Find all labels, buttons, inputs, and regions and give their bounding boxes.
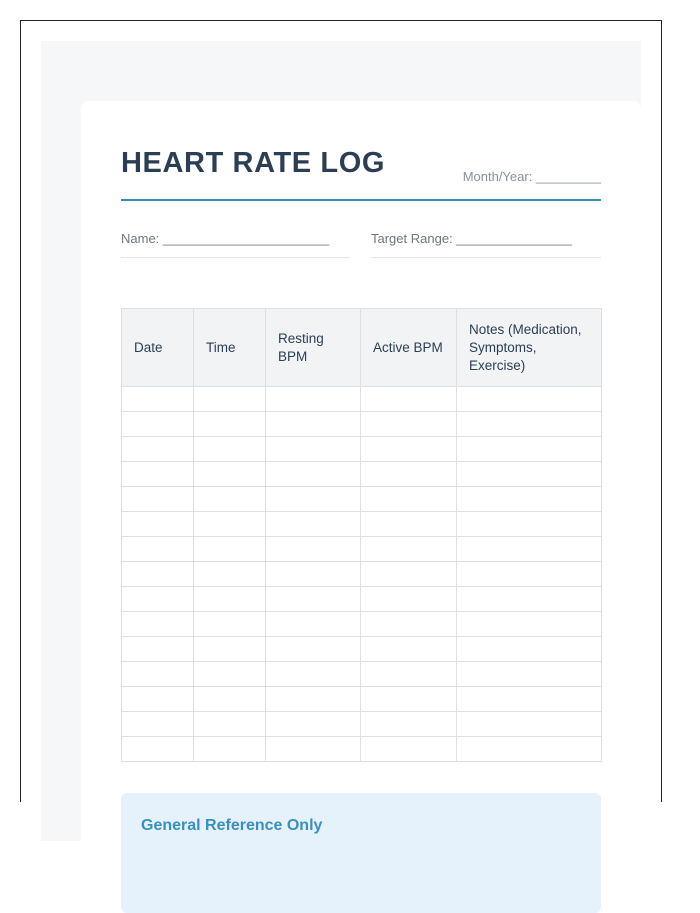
cell-active-bpm[interactable] (361, 612, 457, 637)
cell-time[interactable] (194, 612, 266, 637)
cell-active-bpm[interactable] (361, 387, 457, 412)
cell-active-bpm[interactable] (361, 562, 457, 587)
cell-active-bpm[interactable] (361, 737, 457, 762)
cell-date[interactable] (122, 412, 194, 437)
cell-notes[interactable] (457, 637, 602, 662)
cell-date[interactable] (122, 687, 194, 712)
cell-date[interactable] (122, 512, 194, 537)
cell-notes[interactable] (457, 387, 602, 412)
cell-date[interactable] (122, 487, 194, 512)
cell-notes[interactable] (457, 687, 602, 712)
cell-resting-bpm[interactable] (266, 737, 361, 762)
cell-date[interactable] (122, 612, 194, 637)
cell-date[interactable] (122, 562, 194, 587)
cell-date[interactable] (122, 462, 194, 487)
cell-active-bpm[interactable] (361, 437, 457, 462)
table-row (122, 587, 602, 612)
cell-time[interactable] (194, 537, 266, 562)
heart-rate-table (121, 308, 602, 762)
column-header-resting-bpm: Resting BPM (266, 309, 361, 387)
cell-time[interactable] (194, 637, 266, 662)
cell-notes[interactable] (457, 412, 602, 437)
cell-time[interactable] (194, 587, 266, 612)
column-header-time: Time (194, 309, 266, 387)
cell-resting-bpm[interactable] (266, 412, 361, 437)
month-year-field[interactable]: Month/Year: _________ (462, 169, 601, 184)
cell-date[interactable] (122, 437, 194, 462)
cell-active-bpm[interactable] (361, 462, 457, 487)
cell-resting-bpm[interactable] (266, 662, 361, 687)
cell-time[interactable] (194, 512, 266, 537)
cell-date[interactable] (122, 587, 194, 612)
reference-title: General Reference Only (141, 817, 323, 834)
cell-active-bpm[interactable] (361, 537, 457, 562)
cell-date[interactable] (122, 712, 194, 737)
table-row (122, 562, 602, 587)
cell-time[interactable] (194, 462, 266, 487)
table-row (122, 412, 602, 437)
cell-resting-bpm[interactable] (266, 712, 361, 737)
cell-time[interactable] (194, 387, 266, 412)
table-row (122, 687, 602, 712)
cell-date[interactable] (122, 537, 194, 562)
cell-time[interactable] (194, 562, 266, 587)
cell-date[interactable] (122, 387, 194, 412)
cell-notes[interactable] (457, 462, 602, 487)
cell-time[interactable] (194, 737, 266, 762)
cell-time[interactable] (194, 712, 266, 737)
cell-time[interactable] (194, 437, 266, 462)
table-row (122, 712, 602, 737)
log-header (121, 147, 601, 201)
cell-resting-bpm[interactable] (266, 387, 361, 412)
cell-active-bpm[interactable] (361, 712, 457, 737)
table-row (122, 537, 602, 562)
cell-notes[interactable] (457, 487, 602, 512)
cell-notes[interactable] (457, 712, 602, 737)
table-body (122, 387, 602, 762)
cell-active-bpm[interactable] (361, 687, 457, 712)
cell-notes[interactable] (457, 562, 602, 587)
cell-resting-bpm[interactable] (266, 437, 361, 462)
cell-active-bpm[interactable] (361, 412, 457, 437)
cell-active-bpm[interactable] (361, 487, 457, 512)
log-sheet (81, 101, 641, 861)
cell-time[interactable] (194, 662, 266, 687)
reference-box (121, 793, 601, 913)
cell-resting-bpm[interactable] (266, 637, 361, 662)
cell-resting-bpm[interactable] (266, 537, 361, 562)
column-header-active-bpm: Active BPM (361, 309, 457, 387)
cell-resting-bpm[interactable] (266, 587, 361, 612)
cell-resting-bpm[interactable] (266, 562, 361, 587)
cell-notes[interactable] (457, 512, 602, 537)
cell-active-bpm[interactable] (361, 637, 457, 662)
cell-active-bpm[interactable] (361, 512, 457, 537)
cell-notes[interactable] (457, 437, 602, 462)
table-row (122, 512, 602, 537)
table-row (122, 437, 602, 462)
cell-resting-bpm[interactable] (266, 612, 361, 637)
cell-resting-bpm[interactable] (266, 487, 361, 512)
cell-date[interactable] (122, 737, 194, 762)
table-row (122, 487, 602, 512)
table-row (122, 612, 602, 637)
cell-time[interactable] (194, 412, 266, 437)
cell-notes[interactable] (457, 662, 602, 687)
table-row (122, 387, 602, 412)
page-backdrop (41, 41, 641, 841)
cell-notes[interactable] (457, 587, 602, 612)
cell-notes[interactable] (457, 537, 602, 562)
table-row (122, 737, 602, 762)
cell-resting-bpm[interactable] (266, 687, 361, 712)
table-row (122, 662, 602, 687)
cell-active-bpm[interactable] (361, 587, 457, 612)
table-header-row (122, 309, 602, 387)
page-frame (20, 20, 662, 834)
cell-resting-bpm[interactable] (266, 512, 361, 537)
table-row (122, 462, 602, 487)
cell-date[interactable] (122, 637, 194, 662)
cell-notes[interactable] (457, 737, 602, 762)
cell-date[interactable] (122, 662, 194, 687)
page-title: HEART RATE LOG (121, 147, 386, 179)
cell-time[interactable] (194, 487, 266, 512)
cell-time[interactable] (194, 687, 266, 712)
cell-notes[interactable] (457, 612, 602, 637)
table-row (122, 637, 602, 662)
cell-active-bpm[interactable] (361, 662, 457, 687)
column-header-notes: Notes (Medication, Symptoms, Exercise) (457, 309, 602, 387)
column-header-date: Date (122, 309, 194, 387)
cell-resting-bpm[interactable] (266, 462, 361, 487)
target-range-field[interactable]: Target Range: ________________ (371, 231, 601, 258)
name-field[interactable]: Name: _______________________ (121, 231, 350, 258)
